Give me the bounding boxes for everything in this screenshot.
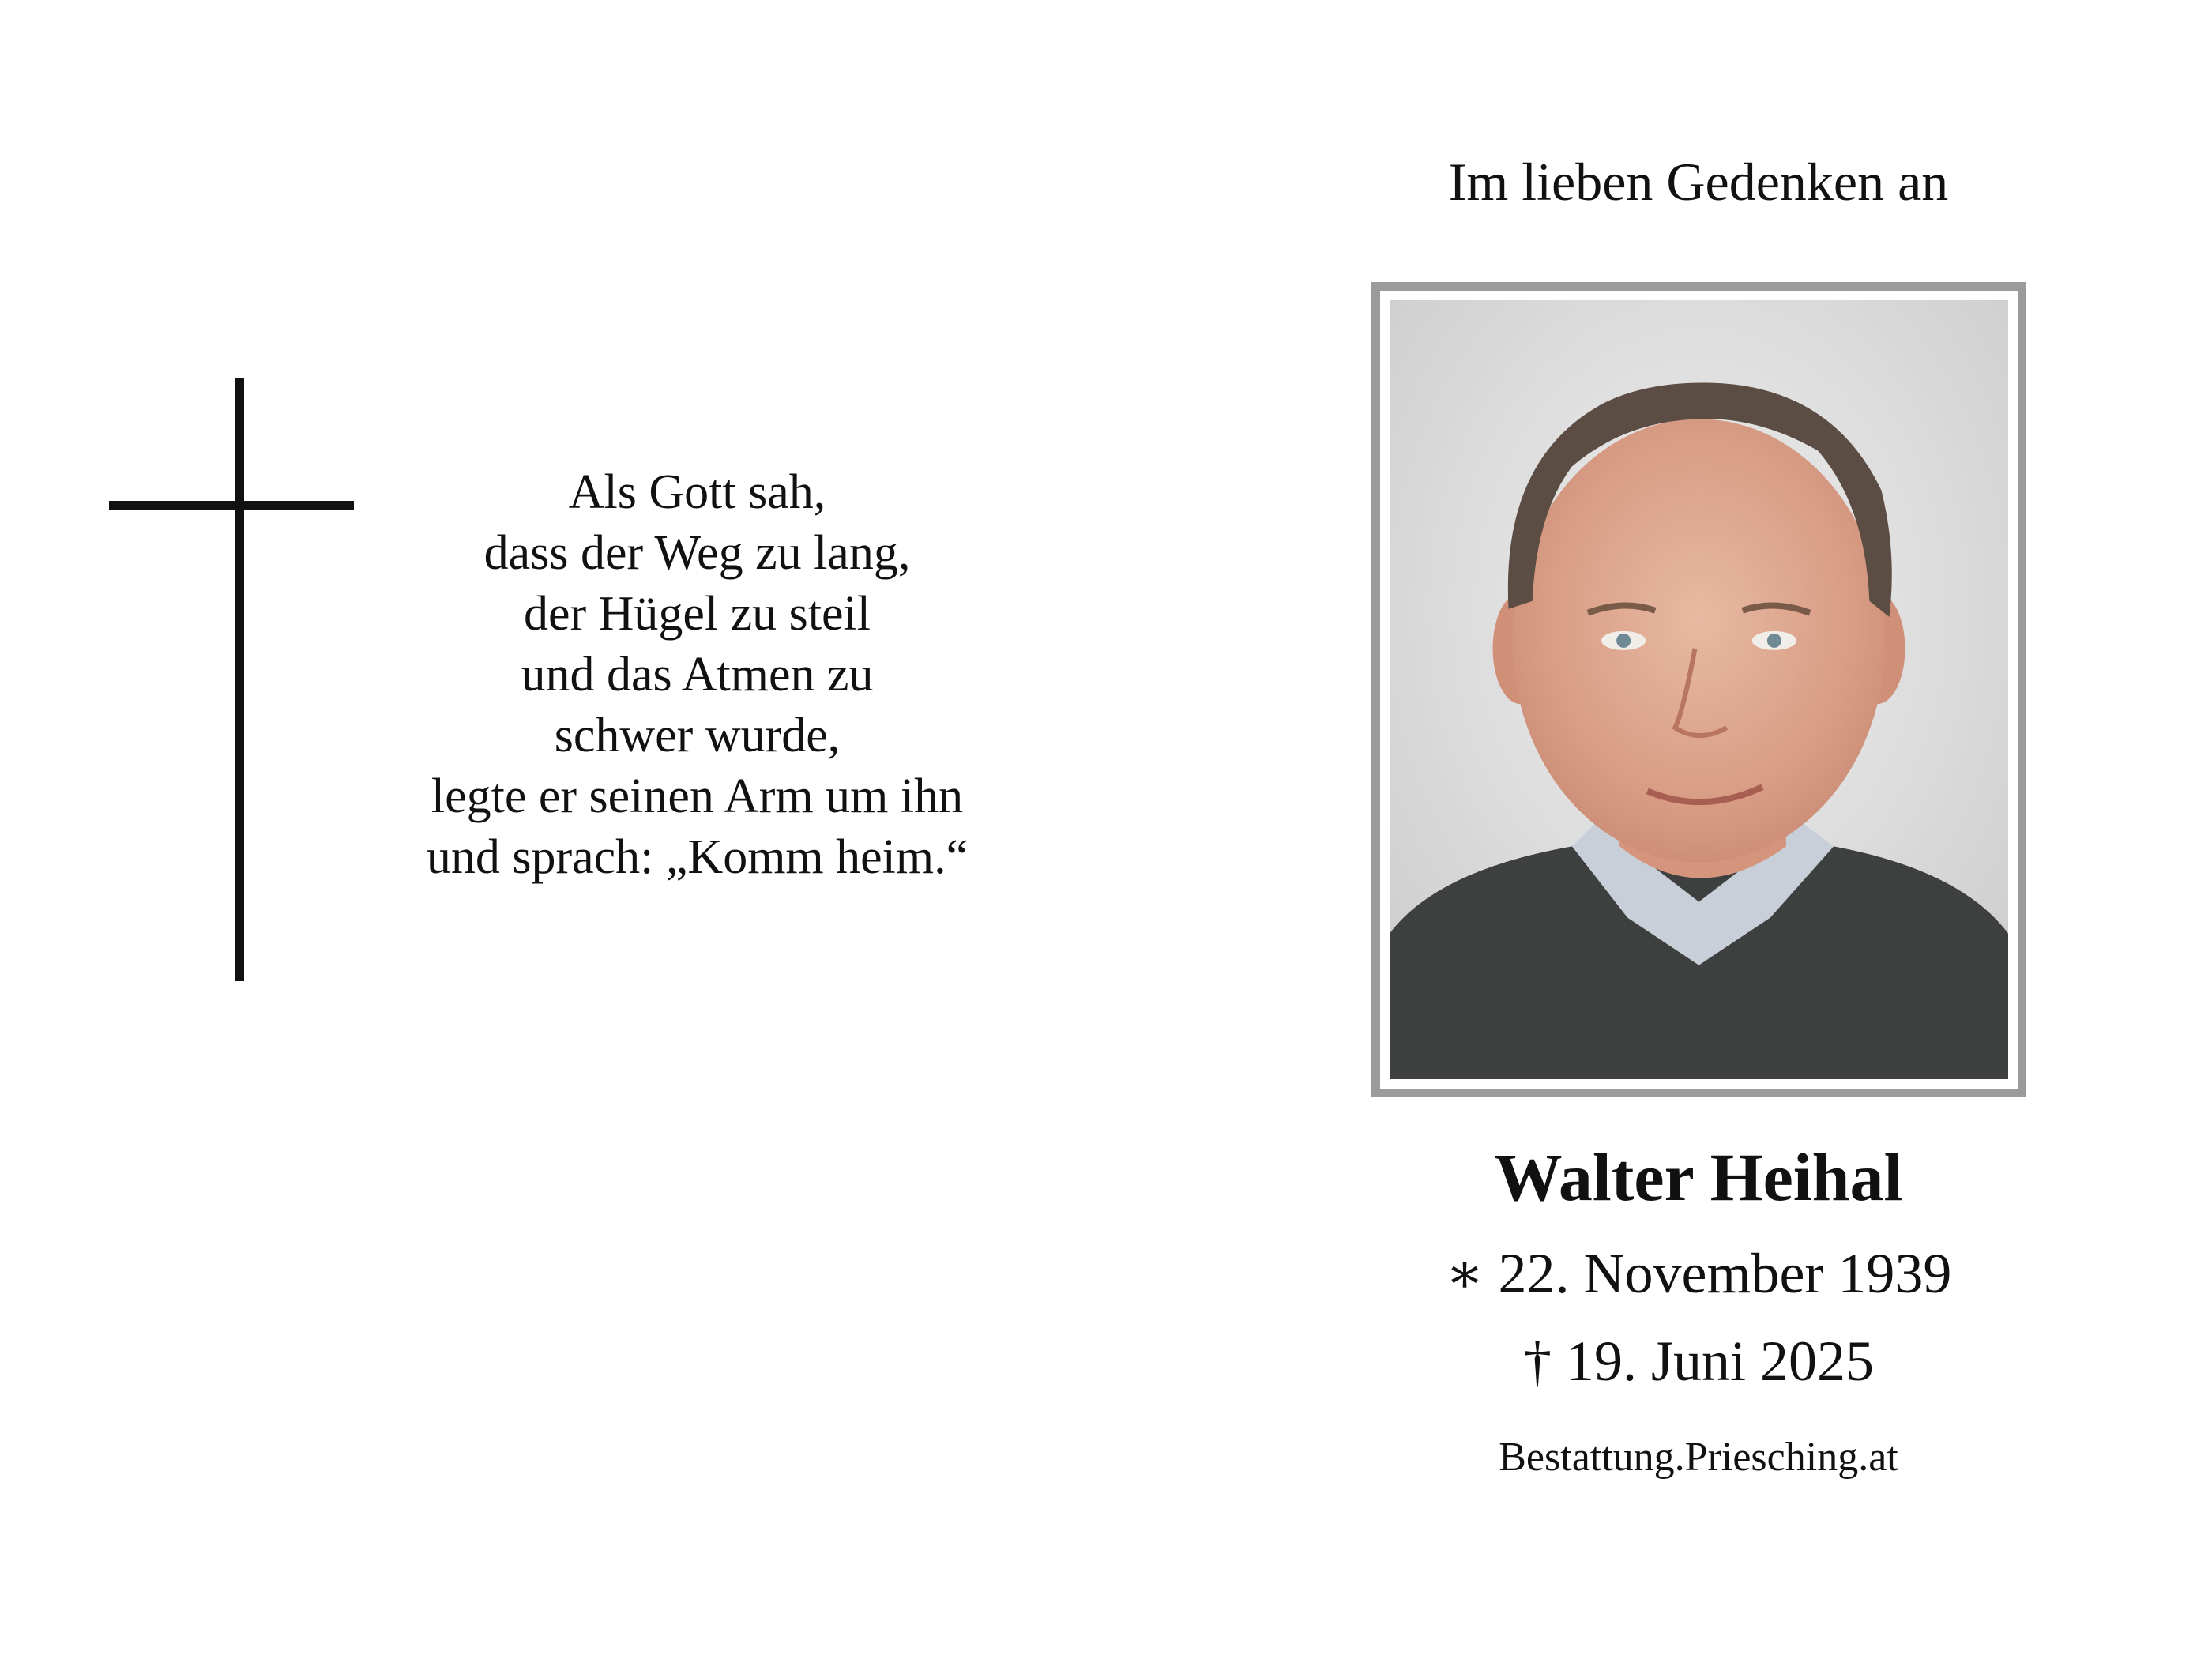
- poem-line: und sprach: „Komm heim.“: [426, 830, 969, 884]
- death-date: 19. Juni 2025: [1565, 1330, 1875, 1393]
- portrait-illustration: [1390, 300, 2008, 1079]
- portrait-photo: [1390, 300, 2008, 1079]
- poem-line: legte er seinen Arm um ihn: [431, 769, 964, 823]
- deceased-name: Walter Heihal: [1494, 1139, 1903, 1215]
- poem: [316, 462, 1078, 888]
- poem-line: dass der Weg zu lang,: [483, 526, 911, 580]
- poem-line: schwer wurde,: [554, 709, 841, 762]
- poem-line: Als Gott sah,: [568, 465, 826, 519]
- poem-line: und das Atmen zu: [521, 648, 874, 702]
- birth-date-line: [1296, 1238, 2101, 1309]
- death-cross-icon: †: [1522, 1330, 1552, 1393]
- birth-star-icon: ∗: [1445, 1242, 1484, 1305]
- poem-line: der Hügel zu steil: [523, 587, 871, 641]
- photo-frame: [1371, 282, 2026, 1097]
- death-date-line: [1296, 1326, 2101, 1397]
- birth-date: 22. November 1939: [1498, 1242, 1952, 1305]
- funeral-home-footer: Bestattung.Priesching.at: [1499, 1435, 1898, 1480]
- memorial-heading: Im lieben Gedenken an: [1448, 152, 1949, 212]
- cross-vertical-bar: [235, 378, 244, 981]
